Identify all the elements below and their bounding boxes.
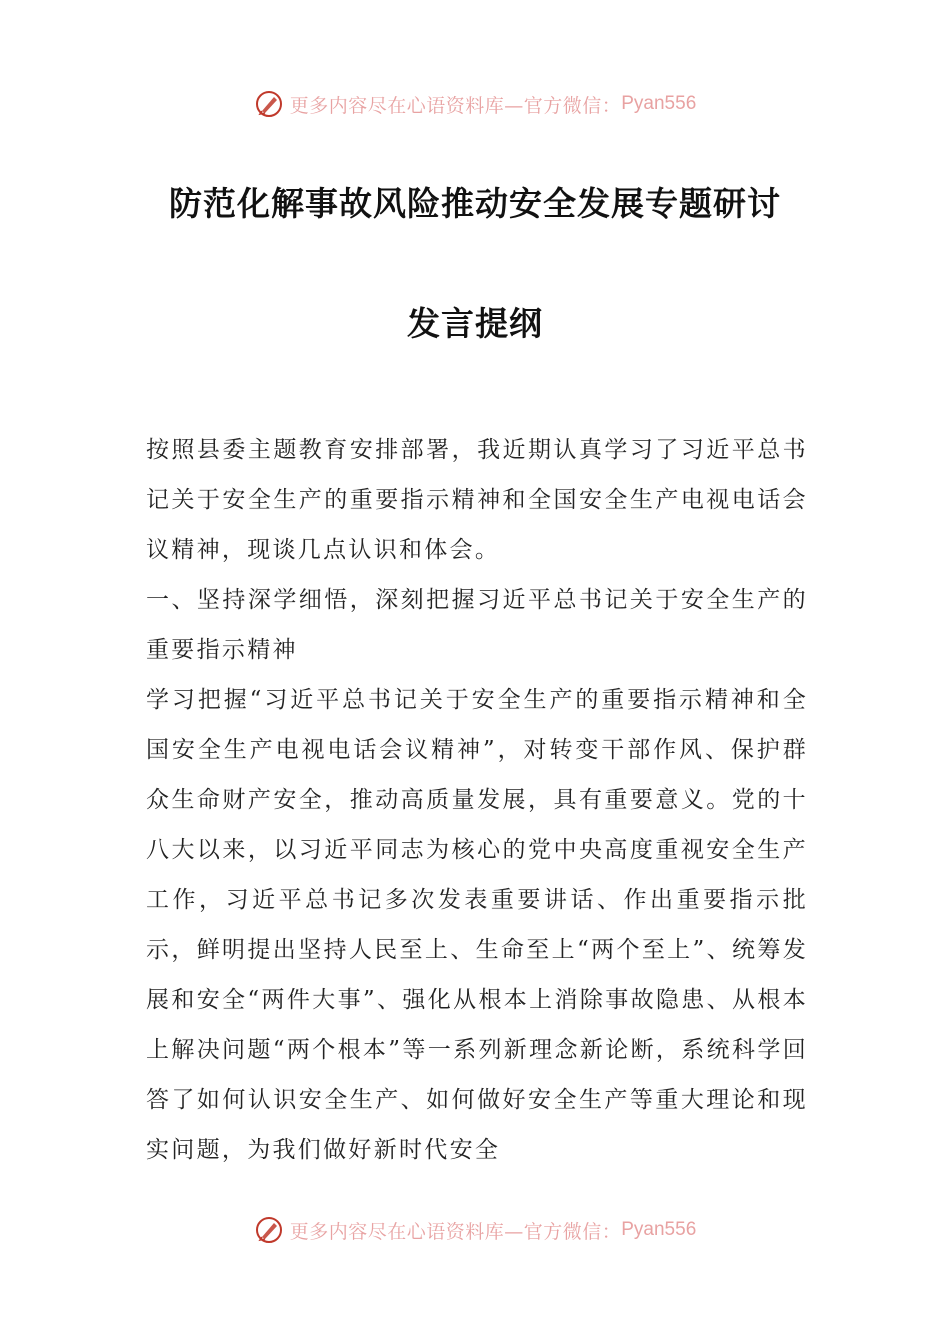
document-title-line2: 发言提纲 bbox=[407, 304, 543, 343]
quill-logo-icon bbox=[254, 1215, 284, 1245]
quill-logo-icon bbox=[254, 89, 284, 119]
paragraph: 学习把握“习近平总书记关于安全生产的重要指示精神和全国安全生产电视电话会议精神”，对转变干部作风、保护群众生命财产安全，推动高质量发展，具有重要意义。党的十八大以来，以习近平同志为核心的党中央高度重视安全生产工作，习近平总书记多次发表重要讲话、作出重要指示批示，鲜明提出坚持人民至上、生命至上“两个至上”、统筹发展和安全“两件大事”、强化从根本上消除事故隐患、从根本上解决问题“两个根本”等一系列新理念新论断，系统科学回答了如何认识安全生产、如何做好安全生产等重大理论和现实问题，为我们做好新时代安全 bbox=[146, 687, 808, 1163]
document-title-line1: 防范化解事故风险推动安全发展专题研讨 bbox=[169, 184, 781, 223]
watermark-text: 更多内容尽在心语资料库—官方微信： bbox=[289, 94, 622, 117]
watermark-footer bbox=[0, 1210, 950, 1250]
watermark-wechat-id: Pyan556 bbox=[621, 93, 697, 114]
paragraph: 按照县委主题教育安排部署，我近期认真学习了习近平总书记关于安全生产的重要指示精神和全国安全生产电视电话会议精神，现谈几点认识和体会。 bbox=[146, 437, 808, 563]
document-body bbox=[146, 425, 808, 1175]
watermark-text: 更多内容尽在心语资料库—官方微信： bbox=[289, 1220, 622, 1243]
section-heading: 一、坚持深学细悟，深刻把握习近平总书记关于安全生产的重要指示精神 bbox=[146, 587, 808, 663]
watermark-wechat-id: Pyan556 bbox=[621, 1219, 697, 1240]
watermark-header bbox=[0, 84, 950, 124]
